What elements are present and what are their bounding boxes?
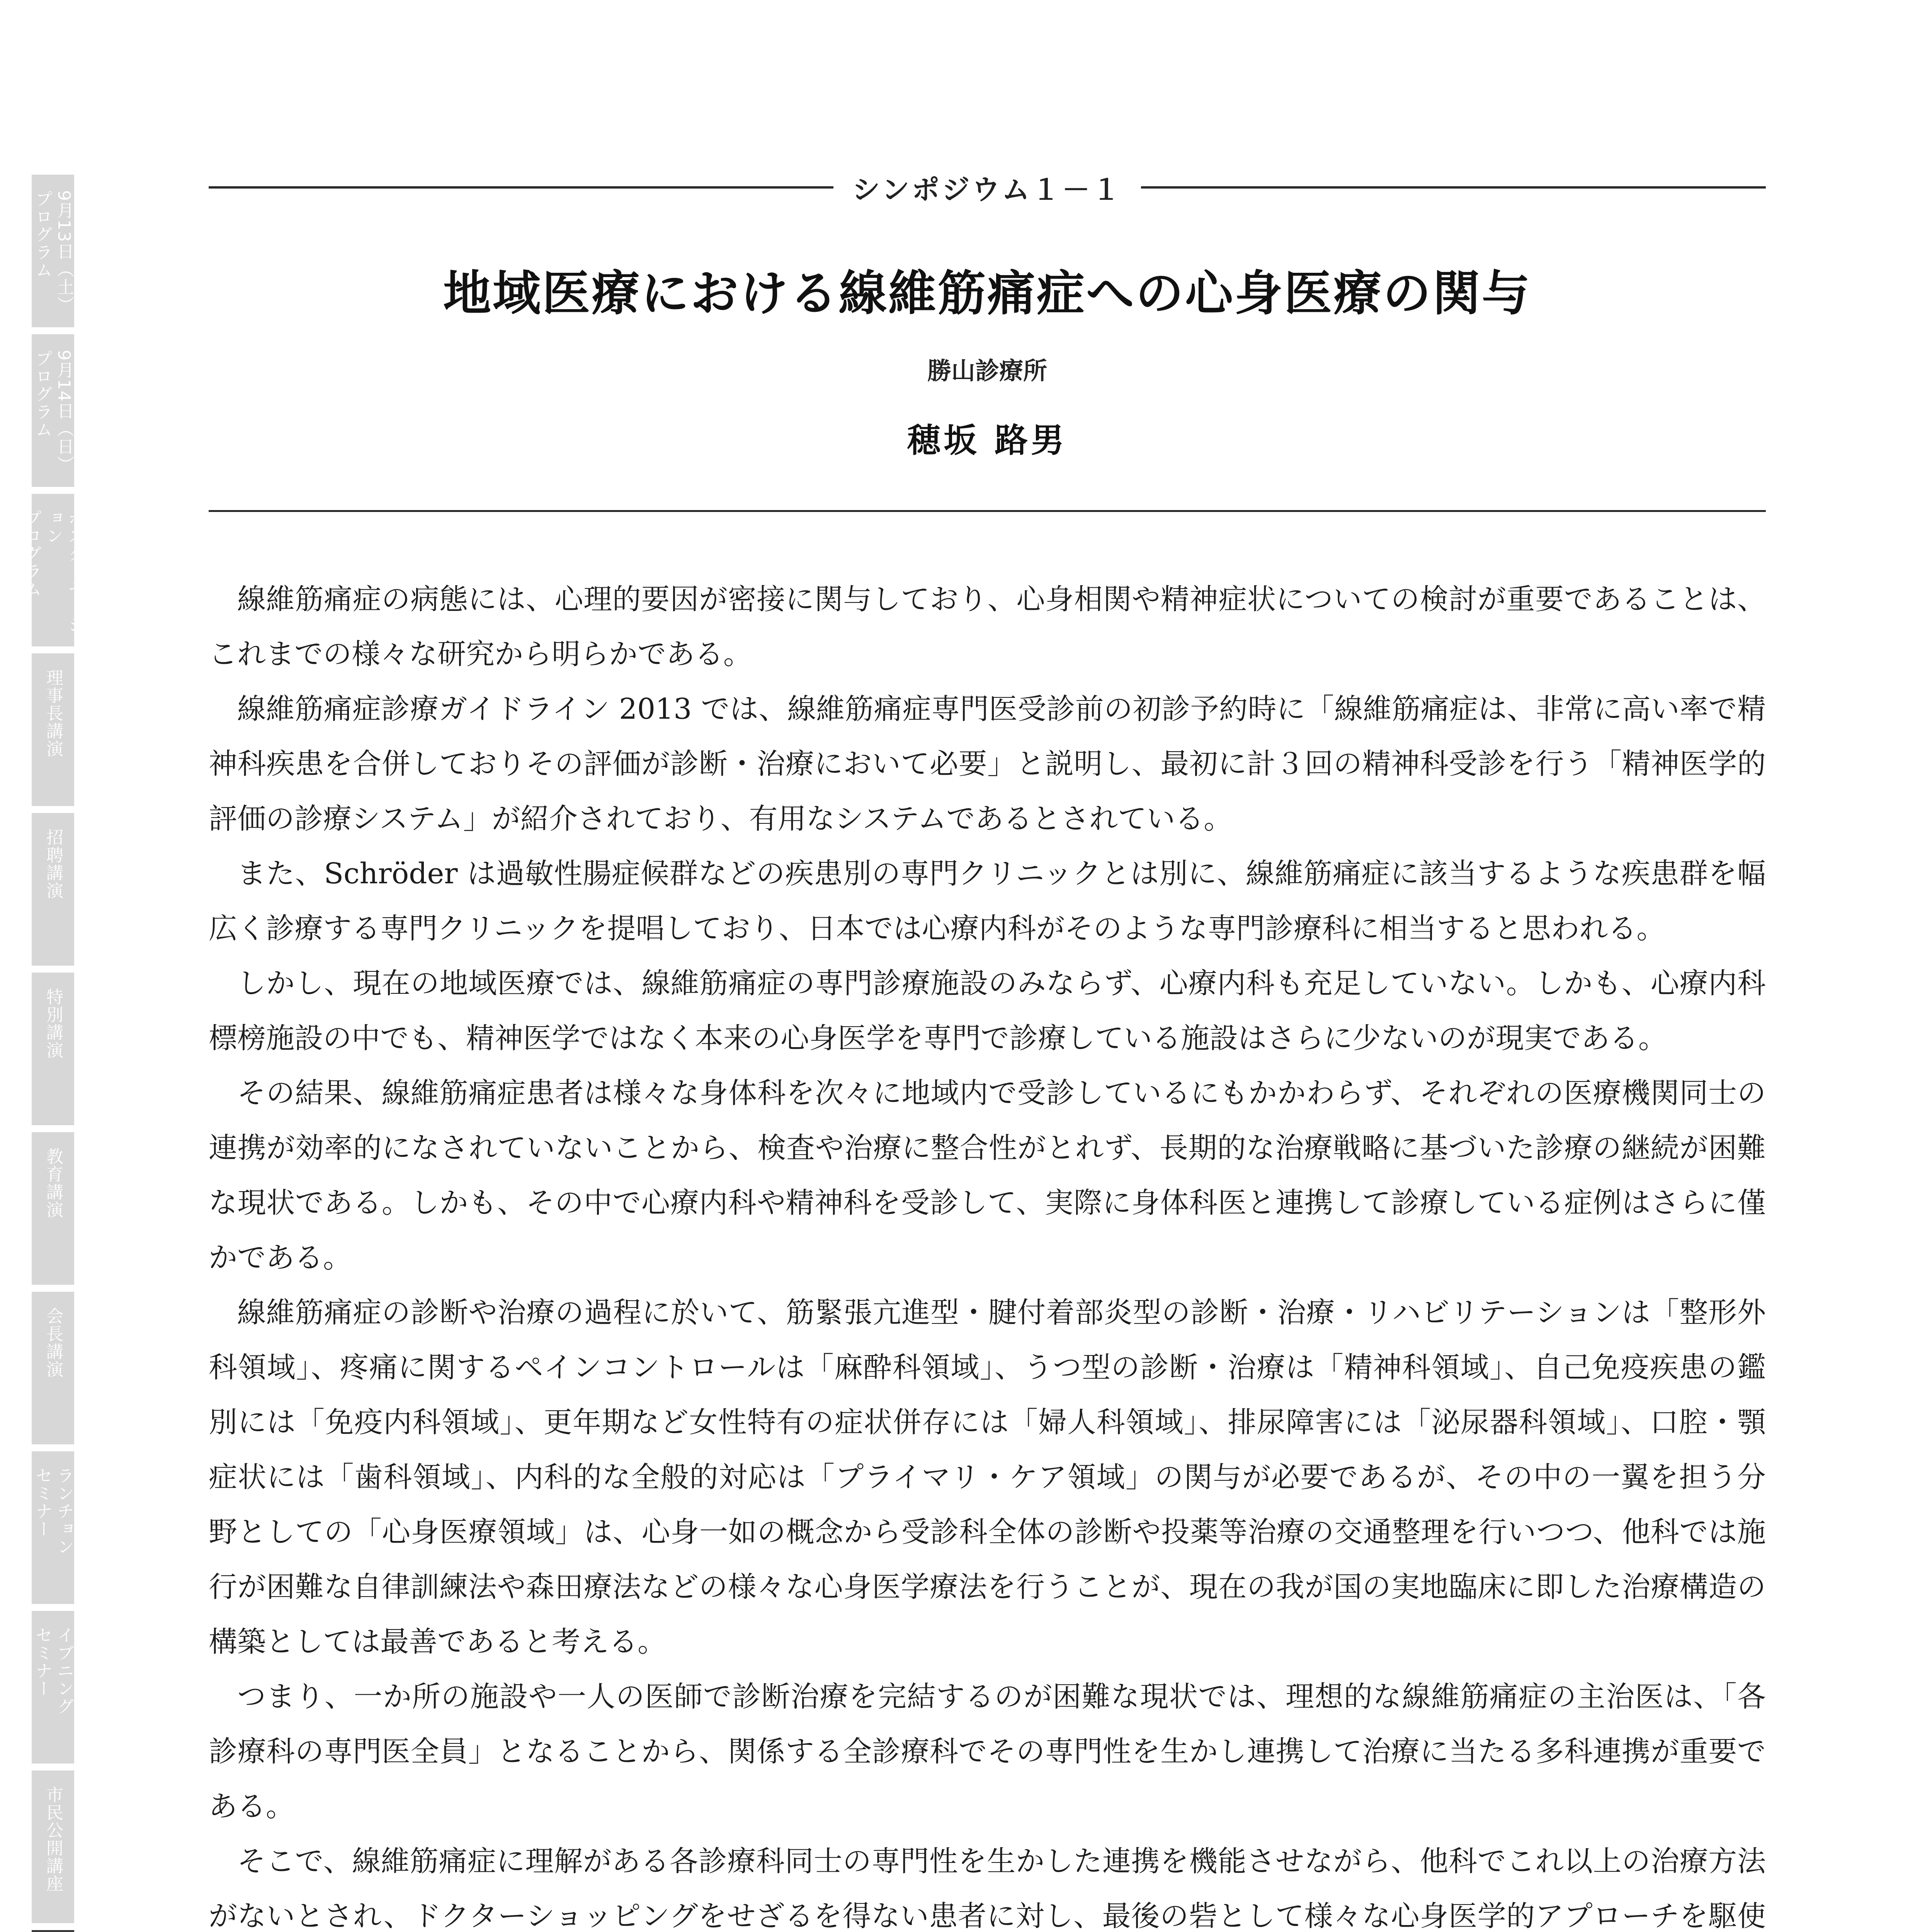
side-tab-label: 9月13日（土） プログラム	[32, 190, 74, 314]
side-tab-label: 会長講演	[43, 1307, 63, 1378]
side-tab	[32, 1292, 74, 1444]
paragraph: 線維筋痛症の診断や治療の過程に於いて、筋緊張亢進型・腱付着部炎型の診断・治療・リハビリテーションは「整形外科領域」、疼痛に関するペインコントロールは「麻酔科領域」、うつ型の診断・治療は「精神科領域」、自己免疫疾患の鑑別には「免疫内科領域」、更年期など女性特有の症状併存には「婦人科領域」、排尿障害には「泌尿器科領域」、口腔・顎症状には「歯科領域」、内科的な全般的対応は「プライマリ・ケア領域」の関与が必要であるが、その中の一翼を担う分野としての「心身医療領域」は、心身一如の概念から受診科全体の診断や投薬等治療の交通整理を行いつつ、他科では施行が困難な自律訓練法や森田療法などの様々な心身医学療法を行うことが、現在の我が国の実地臨床に即した治療構造の構築としては最善であると考える。	[209, 1296, 1766, 1658]
paragraph: そこで、線維筋痛症に理解がある各診療科同士の専門性を生かした連携を機能させながら、他科でこれ以上の治療方法がないとされ、ドクターショッピングをせざるを得ない患者に対し、最後の砦として様々な心身医学的アプローチを駆使	[209, 1845, 1766, 1932]
side-index-tabs	[22, 175, 85, 1932]
paragraph: 線維筋痛症の病態には、心理的要因が密接に関与しており、心身相関や精神症状についての検討が重要であることは、これまでの様々な研究から明らかである。	[209, 583, 1766, 671]
side-tab-label: 特別講演	[43, 988, 63, 1059]
side-tab	[32, 1132, 74, 1285]
side-tab-label: 9月14日（日） プログラム	[32, 350, 74, 473]
side-tab	[32, 175, 74, 327]
side-tab-label: ポスターセッション プログラム	[22, 509, 85, 634]
author-name: 穂坂 路男	[907, 421, 1067, 460]
paragraph: つまり、一か所の施設や一人の医師で診断治療を完結するのが困難な現状では、理想的な線維筋痛症の主治医は、「各診療科の専門医全員」となることから、関係する全診療科でその専門性を生かし連携して治療に当たる多科連携が重要である。	[209, 1680, 1766, 1823]
page-title: 地域医療における線維筋痛症への心身医療の関与	[443, 265, 1531, 321]
side-tab-label: 招聘講演	[43, 828, 63, 900]
side-tab	[32, 334, 74, 487]
paragraph: その結果、線維筋痛症患者は様々な身体科を次々に地域内で受診しているにもかかわらず、それぞれの医療機関同士の連携が効率的になされていないことから、検査や治療に整合性がとれず、長期的な治療戦略に基づいた診療の継続が困難な現状である。しかも、その中で心療内科や精神科を受診して、実際に身体科医と連携して診療している症例はさらに僅かである。	[209, 1077, 1766, 1274]
side-tab	[32, 973, 74, 1125]
header-rule-right	[1141, 186, 1766, 189]
side-tab	[32, 813, 74, 966]
paragraph: しかし、現在の地域医療では、線維筋痛症の専門診療施設のみならず、心療内科も充足していない。しかも、心療内科標榜施設の中でも、精神医学ではなく本来の心身医学を専門で診療している施設はさらに少ないのが現実である。	[209, 967, 1766, 1055]
header-rule-left	[209, 186, 833, 189]
author-affiliation: 勝山診療所	[927, 357, 1047, 385]
side-tab-label: 教育講演	[43, 1148, 63, 1219]
abstract-body	[209, 572, 1766, 1932]
section-header	[209, 162, 1766, 213]
paragraph: 線維筋痛症診療ガイドライン 2013 では、線維筋痛症専門医受診前の初診予約時に「線維筋痛症は、非常に高い率で精神科疾患を合併しておりその評価が診断・治療において必要」と説明し、最初に計３回の精神科受診を行う「精神医学的評価の診療システム」が紹介されており、有用なシステムであるとされている。	[209, 692, 1766, 835]
section-label: シンポジウム１－１	[852, 173, 1122, 206]
side-tab-label: イブニング セミナー	[32, 1626, 74, 1715]
side-tab	[32, 1770, 74, 1923]
divider-top	[209, 510, 1766, 512]
side-tab-label: 市民公開講座	[43, 1786, 63, 1893]
paragraph: また、Schröder は過敏性腸症候群などの疾患別の専門クリニックとは別に、線維筋痛症に該当するような疾患群を幅広く診療する専門クリニックを提唱しており、日本では心療内科がそのような専門診療科に相当すると思われる。	[209, 857, 1766, 945]
side-tab-label: 理事長講演	[43, 669, 63, 758]
side-tab-label: ランチョン セミナー	[32, 1467, 74, 1556]
side-tab	[32, 1451, 74, 1604]
side-tab	[22, 494, 85, 646]
side-tab	[32, 653, 74, 806]
side-tab-active	[32, 1930, 74, 1932]
side-tab	[32, 1611, 74, 1764]
